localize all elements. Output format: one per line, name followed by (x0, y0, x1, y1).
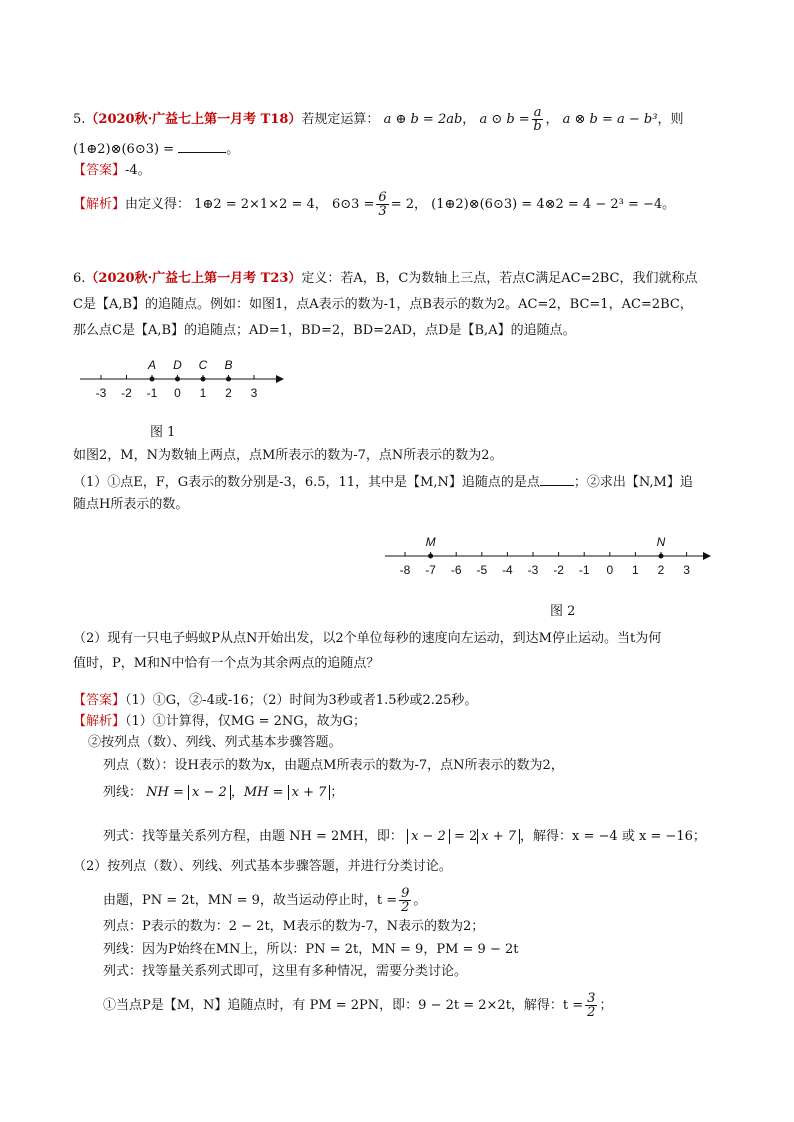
fig2-point-label: N (656, 535, 666, 549)
q6-number: 6. (73, 271, 86, 286)
q6-a3: 列点（数）：设H表示的数为x，由题点M所表示的数为-7，点N所表示的数为2， (103, 758, 564, 773)
fig2-tick-label: -5 (476, 563, 488, 577)
fig2-tick-label: 2 (657, 563, 665, 577)
q5-stem: 若规定运算： (301, 112, 380, 127)
q5-source: （2020秋·广益七上第一月考 T18） (85, 112, 302, 127)
q6-para1-l2: C是【A,B】的追随点。例如：如图1，点A表示的数为-1，点B表示的数为2。AC=2，BC=1，AC=2BC， (73, 297, 693, 312)
fig1-point (201, 377, 206, 382)
q5-analysis-b-fraction (376, 191, 388, 218)
fig2-point-label: M (425, 535, 436, 549)
fig2-tick-label: 3 (683, 563, 690, 577)
q5-then: ，则 (657, 112, 684, 127)
fig2-point (428, 554, 433, 559)
fig1-point-label: B (224, 358, 233, 372)
q5-op3: a ⊗ b = a − b³ (562, 112, 658, 127)
q6-b2-end: 。 (413, 893, 427, 908)
fig2-tick-label: -3 (527, 563, 539, 577)
q6-a4-nh-abs: x − 2 (188, 785, 231, 800)
q6-a4-line (103, 784, 343, 802)
q6-b6-end: ； (599, 998, 613, 1013)
fig1-tick-label: -2 (121, 386, 132, 400)
q6-source: （2020秋·广益七上第一月考 T23） (85, 271, 302, 286)
q5-analysis-line: 【解析】由定义得： 1⊕2 = 2×1×2 = 4， 6⊙3 = $\frac{6}{3}$ = 2， (1⊕2)⊗(6⊙3) = 4⊗2 = 4 − 2³ = −4。 (73, 190, 676, 219)
q6-a4-mh: ，MH = (230, 785, 284, 800)
q6-a5-mid: = 2 (453, 829, 478, 844)
q5-analysis-b-rhs: = 2 (390, 197, 414, 212)
fig2-arrow-icon (703, 552, 711, 560)
q6-a5-abs2: x + 7 (477, 829, 520, 844)
q6-a4-end: ； (330, 785, 344, 800)
q6-line-3 (73, 322, 576, 340)
q6-q1-b: ；②求出【N,M】追 (573, 475, 693, 490)
fig1-point (150, 377, 155, 382)
fig1-tick-label: 1 (199, 386, 207, 400)
q5-op2-lhs: a ⊙ b = (479, 112, 530, 127)
q6-para2: 如图2，M，N为数轴上两点，点M所表示的数为-7，点N所表示的数为2。 (73, 448, 503, 463)
fig2-point (659, 554, 664, 559)
fig2-tick-label: -4 (502, 563, 513, 577)
fig2-tick-label: -7 (425, 563, 436, 577)
fig1-tick-label: -1 (146, 386, 158, 400)
q5-expr-line (73, 140, 239, 159)
q6-a2: ②按列点（数）、列线、列式基本步骤答题。 (88, 735, 342, 750)
q5-op1: a ⊕ b = 2ab (383, 112, 463, 127)
fig1-point (226, 377, 231, 382)
q5-op2-fraction (532, 106, 544, 133)
q6-answer-line (73, 692, 477, 710)
q6-a5-pre: 列式：找等量关系列方程，由题 NH = 2MH，即： (103, 829, 403, 844)
fig2-tick-label: 0 (606, 563, 614, 577)
q6-b6-line (103, 992, 612, 1019)
fig1-arrow-icon (276, 375, 284, 383)
fig1-tick-label: 0 (174, 386, 181, 400)
q6-b2-den: 2 (401, 900, 410, 915)
q6-a4-nh: NH = (146, 785, 184, 800)
q5-analysis-b-den: 3 (378, 204, 387, 219)
q5-expr-end: 。 (226, 142, 240, 157)
q5-expr: (1⊕2)⊗(6⊙3) = (73, 142, 175, 157)
q5-analysis-end: 。 (662, 197, 676, 212)
q6-b6-num: 3 (587, 991, 596, 1006)
q5-analysis-tag: 【解析】 (73, 197, 126, 212)
q6-b2-num: 9 (401, 886, 410, 901)
q6-b6-den: 2 (587, 1005, 596, 1020)
fig1-point-label: D (173, 358, 182, 372)
q6-a5-post: ，解得：x = −4 或 x = −16； (520, 829, 706, 844)
fig1-tick-label: 2 (225, 386, 232, 400)
fig1-caption: 图 1 (150, 425, 176, 440)
fig2-tick-label: -2 (553, 563, 564, 577)
q5-answer-blank (178, 140, 226, 153)
fig2-tick-label: -1 (578, 563, 590, 577)
q5-analysis-b-lhs: 6⊙3 = (331, 197, 375, 212)
q6-analysis-tag: 【解析】 (73, 714, 126, 729)
q6-answer-tag: 【答案】 (73, 693, 126, 708)
fig1-point (175, 377, 180, 382)
q5-op2-num: a (533, 105, 542, 120)
q6-q1-line-2: 随点H所表示的数。 (73, 497, 189, 512)
q6-a1: （1）①计算得，仅MG = 2NG，故为G； (125, 714, 367, 729)
q6-b5: 列式：找等量关系列式即可，这里有多种情况，需要分类讨论。 (103, 964, 468, 979)
fig2-tick-label: -8 (399, 563, 411, 577)
fig2-caption: 图 2 (550, 604, 576, 619)
q6-q2-line-1: （2）现有一只电子蚂蚁P从点N开始出发，以2个单位每秒的速度向左运动，到达M停止运动。当t为何 (73, 631, 662, 646)
q6-answer: （1）①G，②-4或-16；（2）时间为3秒或者1.5秒或2.25秒。 (125, 693, 478, 708)
q6-a4-pre: 列线： (103, 785, 143, 800)
q5-analysis-pre: 由定义得： (125, 197, 191, 212)
figure-2-number-line (385, 532, 715, 582)
fig1-point-label: C (198, 358, 208, 372)
q5-stem-line: 5.（2020秋·广益七上第一月考 T18）若规定运算： a ⊕ b = 2ab， a ⊙ b = $\frac{a}{b}$ ， a ⊗ b = a − b³，则 (73, 105, 684, 134)
q6-q1-a: （1）①点E，F，G表示的数分别是-3，6.5，11，其中是【M,N】追随点的是点 (73, 475, 540, 490)
fig1-tick-label: -3 (95, 386, 107, 400)
q6-b6-fraction (585, 992, 597, 1019)
q6-q1-blank (540, 473, 574, 486)
q6-analysis-line-1 (73, 713, 366, 731)
q6-a4-mh-abs: x + 7 (288, 785, 331, 800)
q5-analysis-b-num: 6 (378, 190, 387, 205)
fig1-point-label: A (147, 358, 157, 372)
fig2-tick-label: 1 (632, 563, 639, 577)
q5-analysis-c: (1⊕2)⊗(6⊙3) = 4⊗2 = 4 − 2³ = −4 (431, 197, 663, 212)
fig1-tick-label: 3 (250, 386, 258, 400)
q5-answer-tag: 【答案】 (73, 163, 126, 178)
q5-number: 5. (73, 112, 86, 127)
q6-a5-line (103, 828, 706, 846)
q5-answer: -4。 (125, 163, 151, 178)
q6-b3: 列点：P表示的数为：2 − 2t，M表示的数为-7，N表示的数为2； (103, 919, 485, 934)
q6-para1-l1: 定义：若A，B，C为数轴上三点，若点C满足AC=2BC，我们就称点 (301, 271, 698, 286)
q6-line-1 (73, 270, 697, 288)
q6-a5-abs1: x − 2 (407, 829, 450, 844)
q6-b1: （2）按列点（数）、列线、列式基本步骤答题，并进行分类讨论。 (73, 859, 452, 874)
q6-b4: 列线：因为P始终在MN上，所以：PN = 2t，MN = 9，PM = 9 − 2t (103, 942, 519, 957)
q6-q2-line-2: 值时，P，M和N中恰有一个点为其余两点的追随点？ (73, 656, 380, 671)
q6-b2-fraction (399, 887, 411, 914)
q5-answer-line (73, 162, 151, 180)
q6-b2-pre: 由题，PN = 2t，MN = 9，故当运动停止时，t = (103, 893, 398, 908)
q6-b6-pre: ①当点P是【M，N】追随点时，有 PM = 2PN，即：9 − 2t = 2×2t，解得：t = (103, 998, 584, 1013)
q6-line-2 (73, 296, 693, 314)
q5-analysis-a: 1⊕2 = 2×1×2 = 4 (194, 197, 315, 212)
q6-para1-l3: 那么点C是【A,B】的追随点；AD=1，BD=2，BD=2AD，点D是【B,A】的追随点。 (73, 323, 576, 338)
q5-op2-den: b (533, 119, 542, 134)
fig2-tick-label: -6 (450, 563, 462, 577)
figure-1-number-line (80, 355, 290, 405)
q6-b2-line (103, 887, 426, 914)
q6-q1-line-1 (73, 473, 693, 492)
